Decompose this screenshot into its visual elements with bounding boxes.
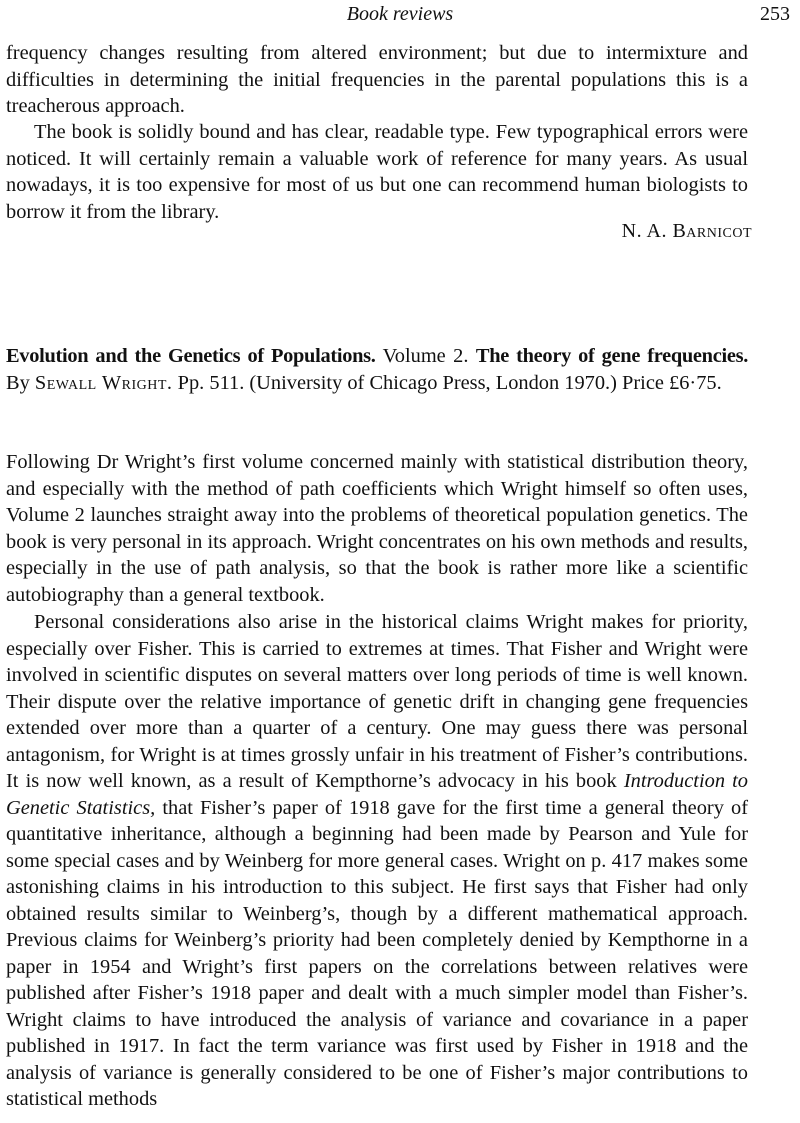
by-word: By xyxy=(6,371,30,394)
book-details: Pp. 511. (University of Chicago Press, London 1970.) Price £6·75. xyxy=(177,371,722,394)
book-subtitle: The theory of gene frequencies. xyxy=(475,345,749,367)
paragraph-intro: Following Dr Wright’s first volume concerned mainly with statistical distribution theory, and especially with the method of path coefficients which Wright himself so often uses, Volume 2 launches straight away into the problems of theoretical population genetics. The book is very personal in its approach. Wright concentrates on his own methods and results, especially in the use of path analysis, so that the book is rather more like a scientific autobiography than a general textbook. xyxy=(6,451,748,606)
review-heading xyxy=(6,343,748,396)
running-head xyxy=(0,2,800,26)
book-volume: Volume 2. xyxy=(382,345,469,367)
reviewer-signature: N. A. Barnicot xyxy=(621,220,752,242)
page-number: 253 xyxy=(760,3,790,25)
paragraph-book-quality: The book is solidly bound and has clear, readable type. Few typographical errors were noticed. It will certainly remain a valuable work of reference for many years. As usual nowadays, it is too expensive for most of us but one can recommend human biologists to borrow it from the library. xyxy=(6,121,748,223)
book-title: Evolution and the Genetics of Populations. xyxy=(6,345,376,367)
cited-book-title: Introduction to Genetic Statistics, xyxy=(6,770,748,819)
running-title: Book reviews xyxy=(346,3,454,25)
paragraph-priority xyxy=(6,609,748,1113)
book-author: Sewall Wright. xyxy=(34,371,173,394)
priority-text-a: Personal considerations also arise in the historical claims Wright makes for priority, especially over Fisher. This is carried to extremes at times. That Fisher and Wright were involved in scientific disputes on several matters over long periods of time is well known. Their dispute over the relative importance of genetic drift in changing gene frequencies extended over more than a quarter of a century. One may guess there was personal antagonism, for Wright is at times grossly unfair in his treatment of Fisher’s contributions. It is now well known, as a result of Kempthorne’s advocacy in his book xyxy=(6,611,748,792)
priority-text-b: that Fisher’s paper of 1918 gave for the first time a general theory of quantitative inheritance, although a beginning had been made by Pearson and Yule for some special cases and by Weinberg for more general cases. Wright on p. 417 makes some astonishing claims in his introduction to this subject. He first says that Fisher had only obtained results similar to Weinberg’s, though by a different mathematical approach. Previous claims for Weinberg’s priority had been completely denied by Kempthorne in a paper in 1954 and Wright’s first papers on the correlations between relatives were published after Fisher’s 1918 paper and dealt with a much simpler model than Fisher’s. Wright claims to have introduced the analysis of variance and covariance in a paper published in 1917. In fact the term variance was first used by Fisher in 1918 and the analysis of variance is generally considered to be one of Fisher’s major contributions to statistical methods xyxy=(6,796,748,1110)
paragraph-continuation: frequency changes resulting from altered environment; but due to intermixture and difficulties in determining the initial frequencies in the parental populations this is a treacherous approach. xyxy=(6,42,748,117)
review-citation xyxy=(6,343,748,396)
